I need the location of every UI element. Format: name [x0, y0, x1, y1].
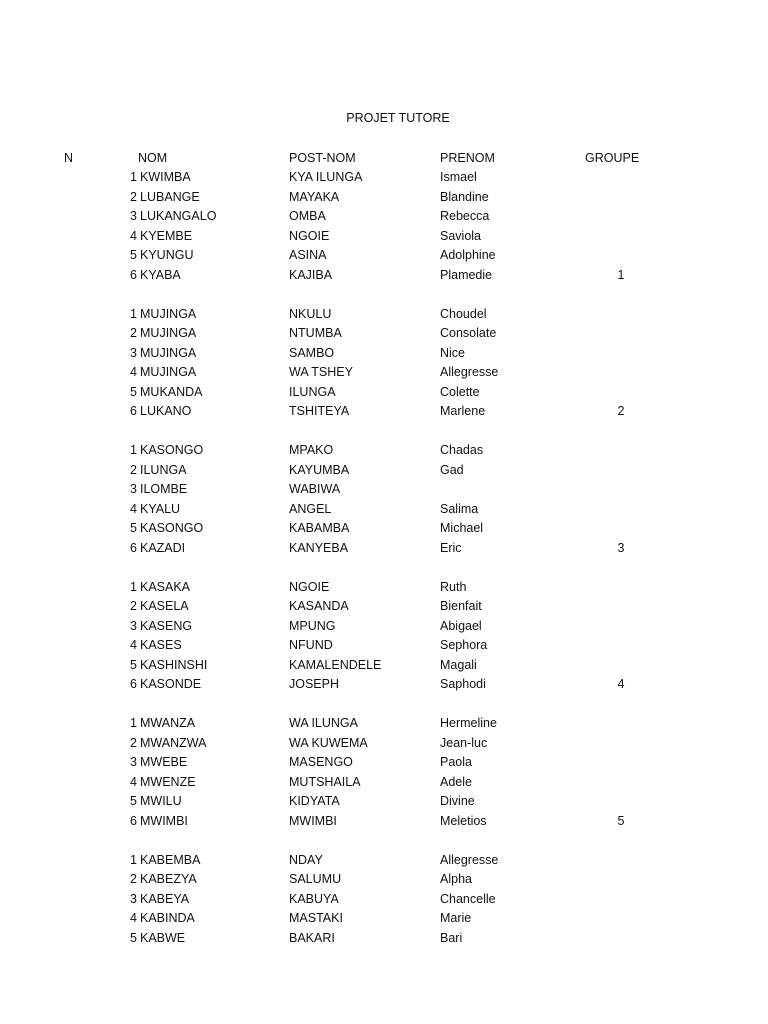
- header-post-nom: POST-NOM: [289, 151, 356, 165]
- row-number: 4: [130, 501, 137, 516]
- nom-cell: KASAKA: [140, 579, 191, 594]
- row-number: 6: [130, 813, 137, 828]
- post-nom-cell: KAYUMBA: [289, 462, 350, 477]
- post-nom-cell: KASANDA: [289, 599, 349, 613]
- table-row: [0, 189, 768, 209]
- table-row: [0, 247, 768, 267]
- row-number: 2: [130, 189, 137, 204]
- table-row: [0, 715, 768, 735]
- post-nom-cell: ANGEL: [289, 501, 332, 516]
- row-number: 5: [130, 657, 137, 672]
- prenom-cell: Gad: [440, 462, 464, 477]
- prenom-cell: Plamedie: [440, 267, 493, 282]
- table-row: [0, 520, 768, 540]
- post-nom-cell: WA TSHEY: [289, 365, 353, 379]
- prenom-cell: Marlene: [440, 404, 486, 418]
- table-row: [0, 813, 768, 833]
- table-header: [0, 150, 768, 166]
- table-row: [0, 462, 768, 482]
- nom-cell: ILUNGA: [140, 462, 187, 477]
- header-groupe: GROUPE: [585, 151, 640, 165]
- group-number-cell: 4: [617, 677, 625, 691]
- nom-cell: LUKANGALO: [140, 209, 217, 223]
- nom-cell: KASHINSHI: [140, 657, 208, 672]
- prenom-cell: Eric: [440, 540, 462, 555]
- nom-cell: MUJINGA: [140, 365, 197, 379]
- nom-cell: KABWE: [140, 930, 186, 945]
- post-nom-cell: MASENGO: [289, 755, 353, 769]
- post-nom-cell: KIDYATA: [289, 794, 340, 808]
- post-nom-cell: OMBA: [289, 209, 326, 223]
- nom-cell: KABEYA: [140, 891, 190, 906]
- header-prenom: PRENOM: [440, 151, 495, 165]
- header-n: N: [64, 151, 74, 165]
- nom-cell: MUJINGA: [140, 326, 197, 340]
- group-number-cell: 3: [617, 540, 625, 555]
- prenom-cell: Jean-luc: [440, 735, 488, 750]
- row-number: 2: [130, 735, 137, 750]
- table-row: [0, 910, 768, 930]
- prenom-cell: Salima: [440, 501, 479, 516]
- row-number: 3: [130, 345, 137, 360]
- nom-cell: KASONGO: [140, 443, 204, 457]
- post-nom-cell: KABUYA: [289, 891, 339, 906]
- post-nom-cell: ASINA: [289, 248, 327, 262]
- row-number: 6: [130, 540, 137, 555]
- post-nom-cell: BAKARI: [289, 930, 335, 945]
- table-row: [0, 169, 768, 189]
- row-number: 3: [130, 482, 137, 496]
- prenom-cell: Ismael: [440, 170, 477, 184]
- nom-cell: KABINDA: [140, 911, 195, 925]
- group-number-cell: 5: [617, 813, 625, 828]
- post-nom-cell: KAMALENDELE: [289, 657, 382, 672]
- post-nom-cell: KYA ILUNGA: [289, 170, 363, 184]
- table-row: [0, 735, 768, 755]
- nom-cell: KASES: [140, 638, 182, 652]
- row-number: 1: [130, 443, 137, 457]
- table-row: [0, 598, 768, 618]
- prenom-cell: Chadas: [440, 443, 484, 457]
- post-nom-cell: WA KUWEMA: [289, 735, 368, 750]
- prenom-cell: Adolphine: [440, 248, 496, 262]
- prenom-cell: Bienfait: [440, 599, 482, 613]
- table-row: [0, 481, 768, 501]
- prenom-cell: Rebecca: [440, 209, 490, 223]
- prenom-cell: Choudel: [440, 306, 487, 321]
- row-number: 3: [130, 891, 137, 906]
- row-number: 4: [130, 228, 137, 243]
- prenom-cell: Blandine: [440, 189, 489, 204]
- prenom-cell: Sephora: [440, 638, 488, 652]
- prenom-cell: Nice: [440, 345, 466, 360]
- row-number: 1: [130, 306, 137, 321]
- table-row: [0, 345, 768, 365]
- prenom-cell: Meletios: [440, 813, 487, 828]
- post-nom-cell: MUTSHAILA: [289, 774, 361, 789]
- student-group: [0, 306, 768, 443]
- prenom-cell: Bari: [440, 930, 463, 945]
- nom-cell: KWIMBA: [140, 170, 191, 184]
- prenom-cell: Chancelle: [440, 891, 496, 906]
- prenom-cell: Magali: [440, 657, 477, 672]
- row-number: 6: [130, 267, 137, 282]
- nom-cell: LUKANO: [140, 404, 192, 418]
- row-number: 4: [130, 911, 137, 925]
- prenom-cell: Michael: [440, 521, 484, 535]
- post-nom-cell: SAMBO: [289, 345, 335, 360]
- row-number: 5: [130, 930, 137, 945]
- row-number: 1: [130, 716, 137, 730]
- table-row: [0, 891, 768, 911]
- row-number: 4: [130, 365, 137, 379]
- table-row: [0, 306, 768, 326]
- nom-cell: MUJINGA: [140, 306, 197, 321]
- prenom-cell: Adele: [440, 774, 472, 789]
- table-row: [0, 579, 768, 599]
- row-number: 4: [130, 638, 137, 652]
- table-row: [0, 676, 768, 696]
- nom-cell: MWEBE: [140, 755, 188, 769]
- post-nom-cell: NGOIE: [289, 579, 330, 594]
- row-number: 2: [130, 326, 137, 340]
- post-nom-cell: MWIMBI: [289, 813, 337, 828]
- groups-list: [0, 169, 768, 988]
- prenom-cell: Consolate: [440, 326, 497, 340]
- nom-cell: KYEMBE: [140, 228, 193, 243]
- post-nom-cell: NKULU: [289, 306, 332, 321]
- row-number: 2: [130, 462, 137, 477]
- post-nom-cell: WA ILUNGA: [289, 716, 358, 730]
- table-row: [0, 774, 768, 794]
- row-number: 5: [130, 794, 137, 808]
- post-nom-cell: NGOIE: [289, 228, 330, 243]
- prenom-cell: Allegresse: [440, 852, 499, 867]
- post-nom-cell: MPUNG: [289, 618, 336, 633]
- row-number: 4: [130, 774, 137, 789]
- nom-cell: KABEMBA: [140, 852, 201, 867]
- post-nom-cell: MASTAKI: [289, 911, 343, 925]
- nom-cell: KASONGO: [140, 521, 204, 535]
- row-number: 3: [130, 618, 137, 633]
- row-number: 5: [130, 248, 137, 262]
- table-row: [0, 852, 768, 872]
- post-nom-cell: NTUMBA: [289, 326, 342, 340]
- prenom-cell: Colette: [440, 384, 480, 399]
- table-row: [0, 364, 768, 384]
- post-nom-cell: JOSEPH: [289, 677, 340, 691]
- nom-cell: KASENG: [140, 618, 193, 633]
- prenom-cell: Ruth: [440, 579, 467, 594]
- nom-cell: KASELA: [140, 599, 189, 613]
- post-nom-cell: KABAMBA: [289, 521, 350, 535]
- page-title: PROJET TUTORE: [346, 111, 450, 125]
- table-row: [0, 501, 768, 521]
- student-group: [0, 169, 768, 306]
- table-row: [0, 930, 768, 950]
- row-number: 1: [130, 170, 137, 184]
- table-row: [0, 442, 768, 462]
- post-nom-cell: ILUNGA: [289, 384, 336, 399]
- post-nom-cell: SALUMU: [289, 872, 342, 886]
- table-row: [0, 793, 768, 813]
- prenom-cell: Saviola: [440, 228, 481, 243]
- nom-cell: MWENZE: [140, 774, 196, 789]
- table-row: [0, 267, 768, 287]
- row-number: 3: [130, 209, 137, 223]
- prenom-cell: Alpha: [440, 872, 472, 886]
- post-nom-cell: WABIWA: [289, 482, 341, 496]
- nom-cell: MUKANDA: [140, 384, 203, 399]
- nom-cell: KAZADI: [140, 540, 186, 555]
- table-row: [0, 754, 768, 774]
- prenom-cell: Marie: [440, 911, 472, 925]
- row-number: 1: [130, 579, 137, 594]
- prenom-cell: Divine: [440, 794, 475, 808]
- row-number: 2: [130, 599, 137, 613]
- table-row: [0, 871, 768, 891]
- table-row: [0, 228, 768, 248]
- row-number: 3: [130, 755, 137, 769]
- row-number: 5: [130, 384, 137, 399]
- prenom-cell: Abigael: [440, 618, 482, 633]
- nom-cell: ILOMBE: [140, 482, 188, 496]
- student-group: [0, 852, 768, 989]
- nom-cell: MUJINGA: [140, 345, 197, 360]
- table-row: [0, 325, 768, 345]
- row-number: 6: [130, 677, 137, 691]
- student-group: [0, 579, 768, 716]
- nom-cell: MWANZWA: [140, 735, 207, 750]
- nom-cell: LUBANGE: [140, 189, 200, 204]
- student-group: [0, 442, 768, 579]
- table-row: [0, 208, 768, 228]
- table-row: [0, 403, 768, 423]
- group-number-cell: 1: [617, 267, 625, 282]
- row-number: 6: [130, 404, 137, 418]
- post-nom-cell: KAJIBA: [289, 267, 333, 282]
- post-nom-cell: MPAKO: [289, 443, 334, 457]
- row-number: 1: [130, 852, 137, 867]
- post-nom-cell: KANYEBA: [289, 540, 349, 555]
- row-number: 2: [130, 872, 137, 886]
- post-nom-cell: TSHITEYA: [289, 404, 350, 418]
- table-row: [0, 618, 768, 638]
- nom-cell: KYABA: [140, 267, 181, 282]
- prenom-cell: Allegresse: [440, 365, 499, 379]
- student-group: [0, 715, 768, 852]
- nom-cell: MWIMBI: [140, 813, 188, 828]
- header-nom: NOM: [138, 151, 168, 165]
- table-row: [0, 657, 768, 677]
- post-nom-cell: NDAY: [289, 852, 323, 867]
- nom-cell: KYUNGU: [140, 248, 194, 262]
- row-number: 5: [130, 521, 137, 535]
- nom-cell: KASONDE: [140, 677, 202, 691]
- nom-cell: MWANZA: [140, 716, 196, 730]
- nom-cell: KABEZYA: [140, 872, 197, 886]
- post-nom-cell: NFUND: [289, 638, 333, 652]
- table-row: [0, 384, 768, 404]
- post-nom-cell: MAYAKA: [289, 189, 340, 204]
- nom-cell: MWILU: [140, 794, 182, 808]
- prenom-cell: Paola: [440, 755, 472, 769]
- nom-cell: KYALU: [140, 501, 181, 516]
- group-number-cell: 2: [617, 404, 625, 418]
- table-row: [0, 540, 768, 560]
- prenom-cell: Hermeline: [440, 716, 497, 730]
- table-row: [0, 637, 768, 657]
- prenom-cell: Saphodi: [440, 677, 486, 691]
